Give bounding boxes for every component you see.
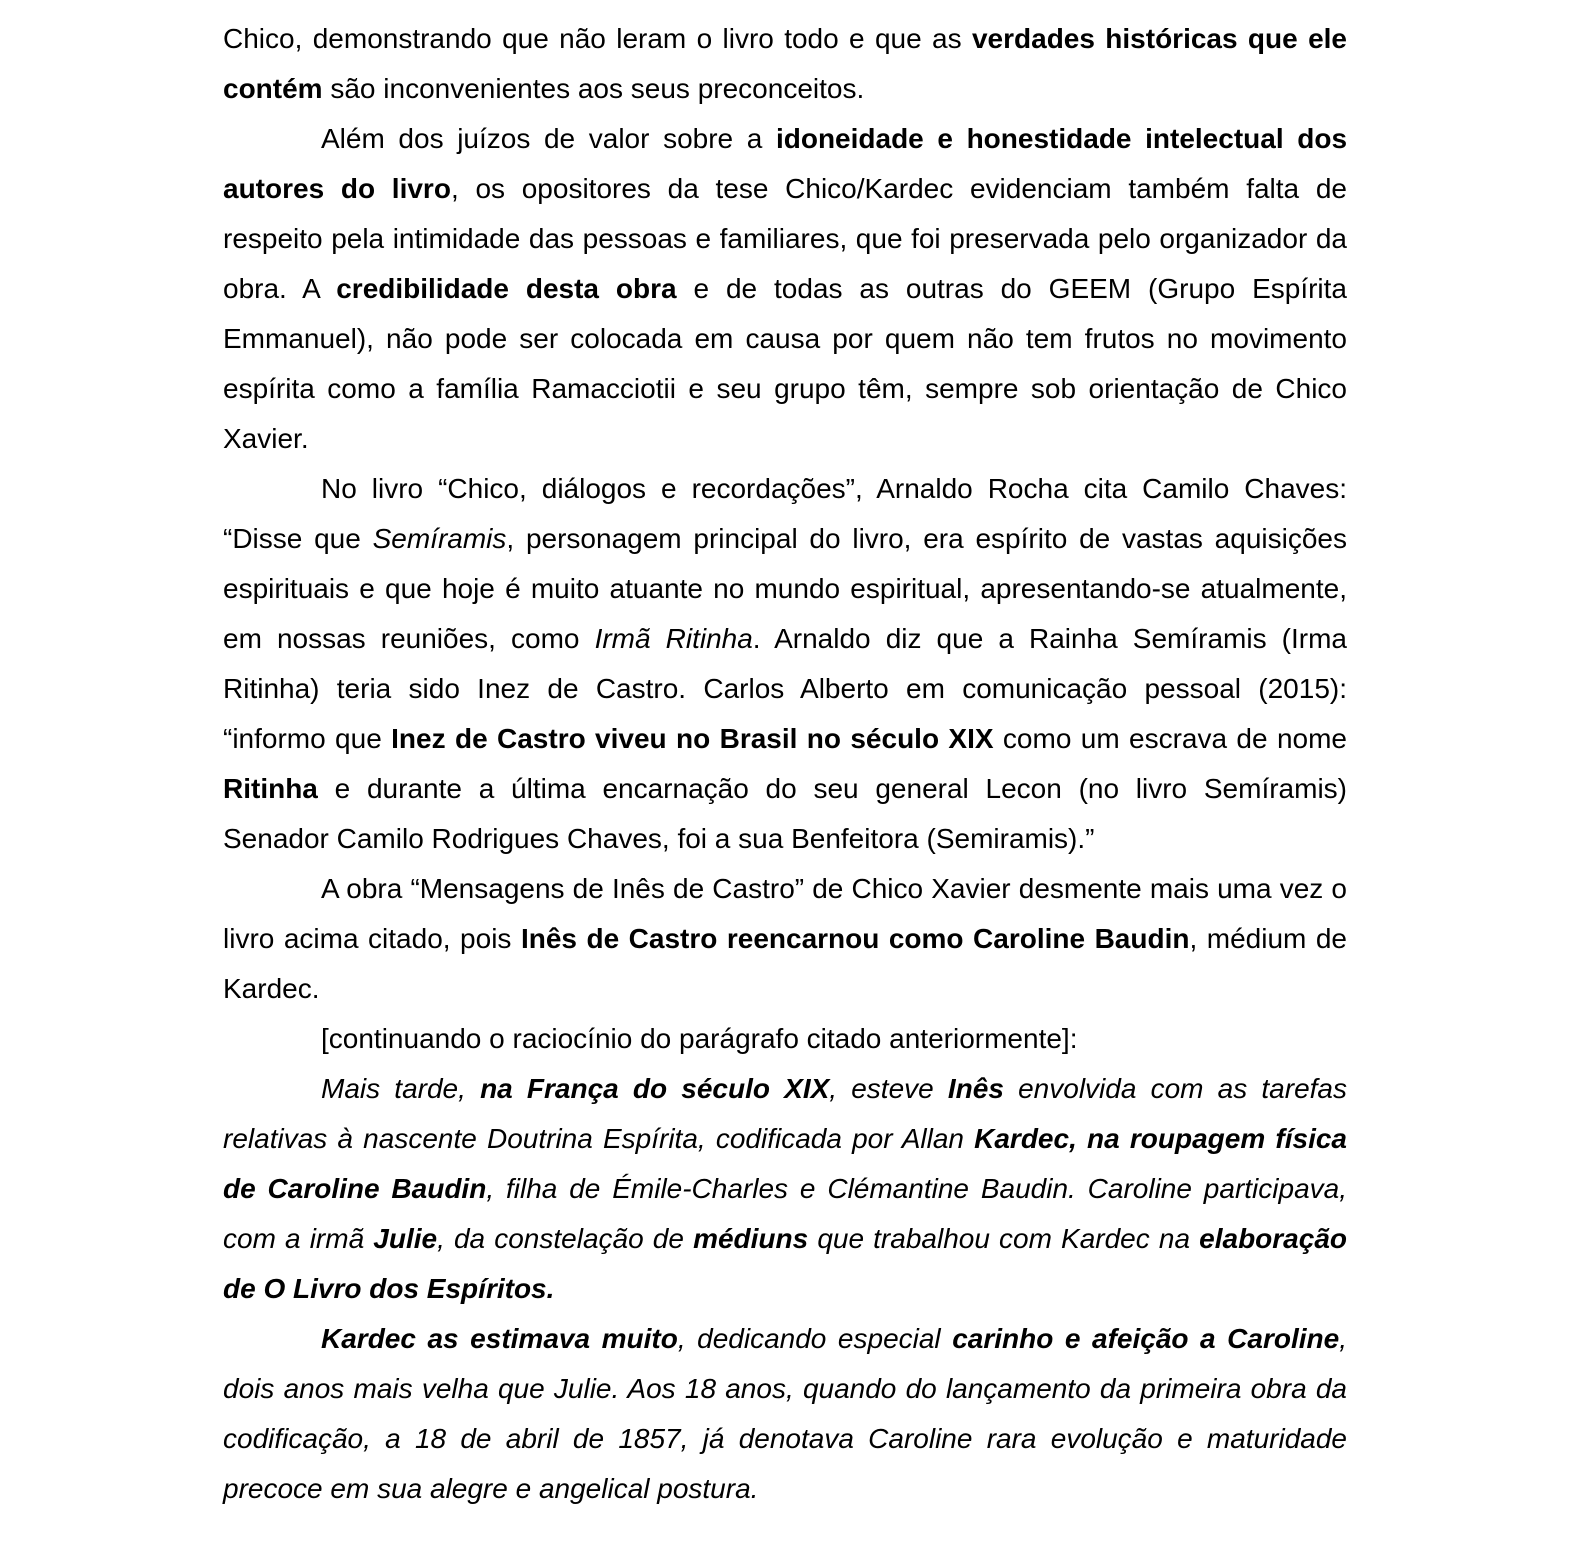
text-segment: , filha de Émile-Charles e Clémantine Baudin. Caroline participava, com a irmã bbox=[223, 1173, 1347, 1254]
text-segment: carinho e afeição a Caroline bbox=[952, 1323, 1340, 1354]
text-segment: , esteve bbox=[829, 1073, 948, 1104]
text-segment: que trabalhou com Kardec na bbox=[808, 1223, 1200, 1254]
text-segment: são inconvenientes aos seus preconceitos. bbox=[322, 73, 865, 104]
text-segment: credibilidade desta obra bbox=[336, 273, 677, 304]
text-segment: na França do século XIX bbox=[480, 1073, 830, 1104]
text-segment: elaboração de O Livro dos Espíritos. bbox=[223, 1223, 1347, 1304]
paragraph bbox=[223, 1064, 1347, 1314]
text-segment: Julie bbox=[373, 1223, 438, 1254]
text-segment: , dedicando especial bbox=[677, 1323, 953, 1354]
text-segment: Inês de Castro reencarnou como Caroline Baudin bbox=[520, 923, 1190, 954]
text-segment: A obra “Mensagens de Inês de Castro” de Chico Xavier desmente mais uma vez o livro acima citado, pois bbox=[223, 873, 1347, 954]
text-segment: No livro “Chico, diálogos e recordações”, Arnaldo Rocha cita Camilo Chaves: “Disse que bbox=[223, 473, 1347, 554]
text-segment: , da constelação de bbox=[437, 1223, 694, 1254]
paragraph bbox=[223, 464, 1347, 864]
text-segment: Chico, demonstrando que não leram o livro todo e que as bbox=[223, 23, 972, 54]
text-segment: , dois anos mais velha que Julie. Aos 18 anos, quando do lançamento da primeira obra da codificação, a 18 de abril de 1857, já denotava Caroline rara evolução e maturidade precoce em sua alegre e angelical postura. bbox=[223, 1323, 1347, 1504]
text-segment: . Arnaldo diz que a Rainha Semíramis (Irma Ritinha) teria sido Inez de Castro. Carlos Alberto em comunicação pessoal (2015): “informo que bbox=[223, 623, 1347, 754]
text-segment: , médium de Kardec. bbox=[223, 923, 1347, 1004]
text-segment: , os opositores da tese Chico/Kardec evidenciam também falta de respeito pela intimidade das pessoas e familiares, que foi preservada pelo organizador da obra. A bbox=[223, 173, 1347, 304]
text-segment: Inês bbox=[947, 1073, 1004, 1104]
paragraph bbox=[223, 114, 1347, 464]
text-segment: médiuns bbox=[693, 1223, 809, 1254]
text-segment: Inez de Castro viveu no Brasil no século XIX bbox=[391, 723, 994, 754]
paragraph bbox=[223, 14, 1347, 114]
text-segment: envolvida com as tarefas relativas à nascente Doutrina Espírita, codificada por Allan bbox=[223, 1073, 1347, 1154]
text-segment: Kardec, na roupagem física de Caroline Baudin bbox=[223, 1123, 1347, 1204]
text-segment: Irmã Ritinha bbox=[594, 623, 753, 654]
text-segment: Além dos juízos de valor sobre a bbox=[321, 123, 776, 154]
text-segment: Ritinha bbox=[223, 773, 318, 804]
paragraph bbox=[223, 864, 1347, 1014]
text-segment: e durante a última encarnação do seu general Lecon (no livro Semíramis) Senador Camilo Rodrigues Chaves, foi a sua Benfeitora (Semiramis).” bbox=[223, 773, 1347, 854]
text-segment: como um escrava de nome bbox=[993, 723, 1347, 754]
text-segment: Mais tarde, bbox=[321, 1073, 481, 1104]
text-segment: Semíramis bbox=[372, 523, 507, 554]
text-segment: idoneidade e honestidade intelectual dos autores do livro bbox=[223, 123, 1348, 204]
text-segment: Kardec as estimava muito bbox=[321, 1323, 678, 1354]
paragraph bbox=[223, 1314, 1347, 1514]
paragraph bbox=[223, 1014, 1347, 1064]
text-segment: e de todas as outras do GEEM (Grupo Espírita Emmanuel), não pode ser colocada em causa por quem não tem frutos no movimento espírita como a família Ramacciotii e seu grupo têm, sempre sob orientação de Chico Xavier. bbox=[223, 273, 1347, 454]
text-block bbox=[223, 14, 1347, 1514]
text-segment: [continuando o raciocínio do parágrafo citado anteriormente]: bbox=[321, 1023, 1078, 1054]
text-segment: verdades históricas que ele contém bbox=[223, 23, 1347, 104]
text-segment: , personagem principal do livro, era espírito de vastas aquisições espirituais e que hoje é muito atuante no mundo espiritual, apresentando-se atualmente, em nossas reuniões, como bbox=[223, 523, 1347, 654]
